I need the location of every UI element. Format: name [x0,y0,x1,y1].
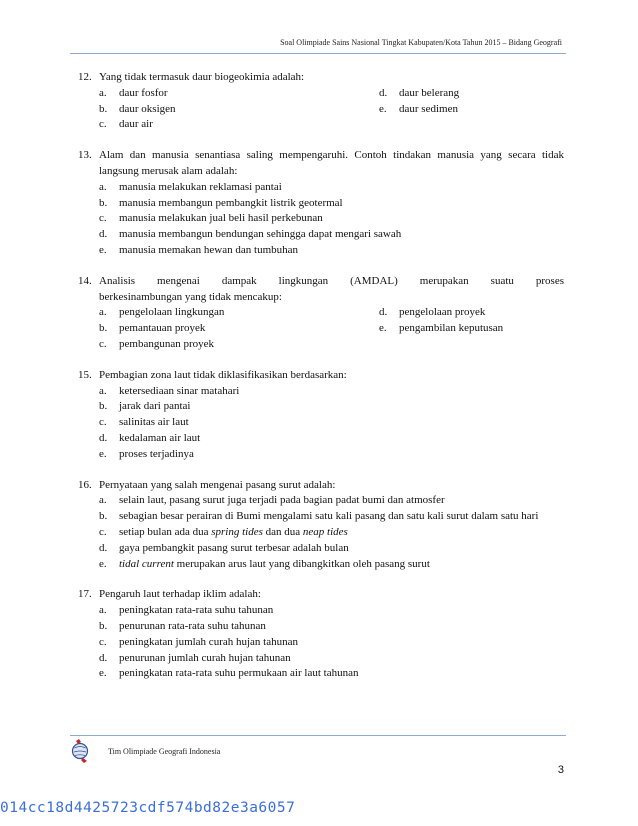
option-b: b. sebagian besar perairan di Bumi mengalami satu kali pasang dan satu kali surut dalam satu hari [99,510,539,523]
question-stem: Pernyataan yang salah mengenai pasang surut adalah: [99,478,336,491]
question-15 [78,368,564,463]
option-e: e. proses terjadinya [99,447,194,460]
footer-divider [70,735,566,736]
term-neap-tides: neap tides [302,525,348,538]
watermark-hash: 014cc18d4425723cdf574bd82e3a6057 [0,800,296,816]
option-b: b. jarak dari pantai [99,400,191,413]
question-stem-line-2: berkesinambungan yang tidak mencakup: [99,290,282,303]
question-14 [78,274,564,353]
option-c: c. daur air [99,118,153,131]
option-c: c. setiap bulan ada dua spring tides dan dua neap tides [99,525,348,538]
question-number: 14. [78,274,92,287]
option-c: c. salinitas air laut [99,416,189,429]
option-a: a. selain laut, pasang surut juga terjadi pada bagian padat bumi dan atmosfer [99,494,445,507]
option-e: e. tidal current merupakan arus laut yang dibangkitkan oleh pasang surut [99,557,430,570]
option-c: c. manusia melakukan jual beli hasil perkebunan [99,212,323,225]
question-number: 16. [78,478,92,491]
question-stem: Yang tidak termasuk daur biogeokimia adalah: [99,71,305,83]
option-e: e. daur sedimen [379,102,458,115]
option-c: c. pembangunan proyek [99,337,214,350]
question-stem: Pengaruh laut terhadap iklim adalah: [99,588,261,601]
term-tidal-current: tidal current [119,557,174,570]
option-a: a. ketersediaan sinar matahari [99,384,240,397]
option-b: b. penurunan rata-rata suhu tahunan [99,619,266,632]
question-number: 15. [78,368,92,381]
option-d: d. kedalaman air laut [99,431,201,444]
globe-logo-icon [70,738,92,764]
question-stem: Pembagian zona laut tidak diklasifikasikan berdasarkan: [99,368,347,381]
option-d: d. penurunan jumlah curah hujan tahunan [99,651,291,664]
question-13 [78,148,564,259]
option-d: d. pengelolaan proyek [379,306,486,319]
option-b: b. daur oksigen [99,102,176,115]
footer-team: Tim Olimpiade Geografi Indonesia [108,747,221,756]
option-a: a. peningkatan rata-rata suhu tahunan [99,604,274,617]
question-stem-line-1: Analisis mengenai dampak lingkungan (AMDAL) merupakan suatu proses [99,274,564,287]
page-number: 3 [557,764,564,776]
question-17 [78,587,564,682]
header-divider [70,53,566,54]
option-d: d. daur belerang [379,86,460,99]
question-stem: Alam dan manusia senantiasa saling mempengaruhi. Contoh tindakan manusia yang secara tidak langsung merusak alam adalah: [99,149,564,177]
option-a: a. pengelolaan lingkungan [99,306,225,319]
term-spring-tides: spring tides [211,525,263,538]
question-list [78,70,564,697]
question-12 [78,70,564,133]
option-d: d. manusia membangun bendungan sehingga dapat mengari sawah [99,228,402,241]
option-a: a. daur fosfor [99,86,168,99]
option-e: e. peningkatan rata-rata suhu permukaan air laut tahunan [99,667,359,680]
question-16 [78,478,564,573]
option-d: d. gaya pembangkit pasang surut terbesar adalah bulan [99,541,349,554]
page-header: Soal Olimpiade Sains Nasional Tingkat Kabupaten/Kota Tahun 2015 – Bidang Geografi [280,38,562,47]
option-e: e. manusia memakan hewan dan tumbuhan [99,243,299,256]
option-b: b. manusia membangun pembangkit listrik geotermal [99,196,343,209]
option-a: a. manusia melakukan reklamasi pantai [99,180,282,193]
option-e: e. pengambilan keputusan [379,322,504,335]
question-number: 17. [78,588,92,601]
option-b: b. pemantauan proyek [99,322,206,335]
question-number: 12. [78,71,92,83]
question-number: 13. [78,149,92,162]
option-c: c. peningkatan jumlah curah hujan tahunan [99,635,298,648]
